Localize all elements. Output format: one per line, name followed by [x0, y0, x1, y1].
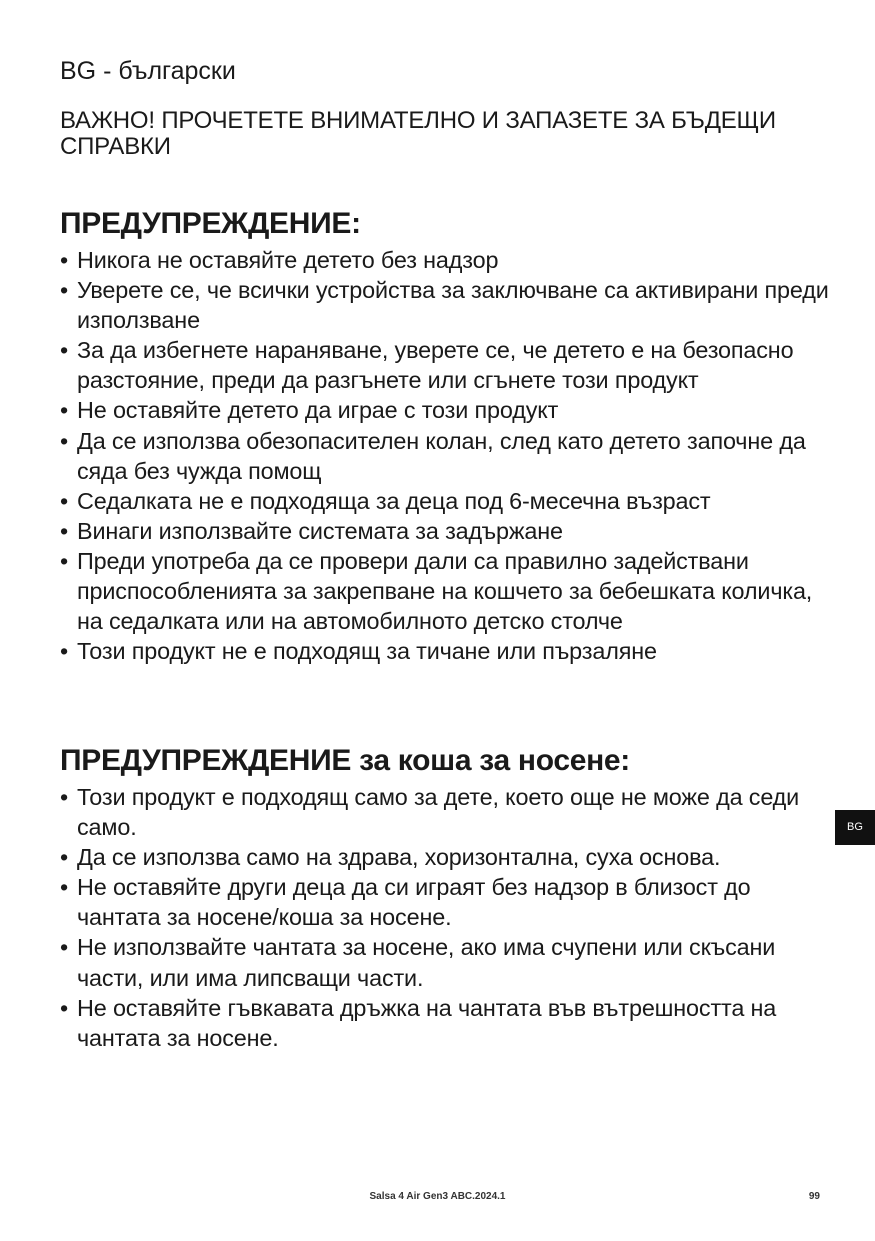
language-side-tab: BG [835, 810, 875, 845]
list-item-text: Този продукт не е подходящ за тичане или пързаляне [77, 638, 657, 665]
list-item-text: Уверете се, че всички устройства за заключване са активирани преди използване [77, 277, 829, 334]
bullet-icon: • [60, 874, 69, 901]
page-number: 99 [808, 1191, 820, 1202]
list-item [60, 245, 830, 275]
list-item [60, 993, 830, 1053]
bullet-icon: • [60, 934, 69, 961]
bullet-icon: • [60, 994, 69, 1021]
list-item [60, 546, 830, 636]
list-item [60, 782, 830, 842]
warning-general-title: ПРЕДУПРЕЖДЕНИЕ: [60, 207, 361, 240]
bullet-icon: • [60, 784, 69, 810]
list-item-text: Винаги използвайте системата за задържане [77, 517, 563, 544]
list-item [60, 872, 830, 932]
bullet-icon: • [60, 517, 69, 544]
list-item-text: За да избегнете нараняване, уверете се, че детето е на безопасно разстояние, преди да разгънете или сгънете този продукт [77, 337, 794, 394]
bullet-icon: • [60, 247, 69, 273]
list-item-text: Преди употреба да се провери дали са правилно задействани приспособленията за закрепване на кошчето за бебешката количка, на седалката или на автомобилното детско столче [77, 547, 813, 635]
list-item-text: Никога не оставяйте детето без надзор [77, 247, 499, 273]
bullet-icon: • [60, 337, 69, 364]
bullet-icon: • [60, 638, 69, 665]
bullet-icon: • [60, 547, 69, 574]
warning-general-list [60, 245, 830, 666]
list-item [60, 426, 830, 486]
list-item [60, 275, 830, 335]
bullet-icon: • [60, 487, 69, 514]
list-item [60, 395, 830, 425]
list-item [60, 842, 830, 872]
bullet-icon: • [60, 397, 69, 424]
bullet-icon: • [60, 277, 69, 304]
warning-carrycot-list [60, 782, 830, 1053]
list-item-text: Да се използва само на здрава, хоризонтална, суха основа. [77, 844, 721, 871]
list-item-text: Не оставяйте гъвкавата дръжка на чантата във вътрешността на чантата за носене. [77, 994, 777, 1051]
list-item [60, 486, 830, 516]
list-item-text: Седалката не е подходяща за деца под 6-месечна възраст [77, 487, 711, 514]
bullet-icon: • [60, 844, 69, 871]
list-item-text: Не използвайте чантата за носене, ако има счупени или скъсани части, или има липсващи части. [77, 934, 776, 991]
list-item [60, 516, 830, 546]
list-item-text: Не оставяйте други деца да си играят без надзор в близост до чантата за носене/коша за носене. [77, 874, 751, 931]
list-item-text: Този продукт е подходящ само за дете, което още не може да седи само. [77, 784, 800, 841]
bullet-icon: • [60, 427, 69, 454]
language-header: BG - български [60, 57, 236, 85]
footer-document-id: Salsa 4 Air Gen3 ABC.2024.1 [369, 1191, 506, 1202]
list-item-text: Да се използва обезопасителен колан, след като детето започне да сяда без чужда помощ [77, 427, 806, 484]
warning-carrycot-title: ПРЕДУПРЕЖДЕНИЕ за коша за носене: [60, 744, 630, 777]
list-item-text: Не оставяйте детето да играе с този продукт [77, 397, 559, 424]
list-item [60, 335, 830, 395]
list-item [60, 932, 830, 992]
list-item [60, 636, 830, 666]
important-notice: ВАЖНО! ПРОЧЕТЕТЕ ВНИМАТЕЛНО И ЗАПАЗЕТЕ ЗА БЪДЕЩИ СПРАВКИ [60, 107, 776, 160]
